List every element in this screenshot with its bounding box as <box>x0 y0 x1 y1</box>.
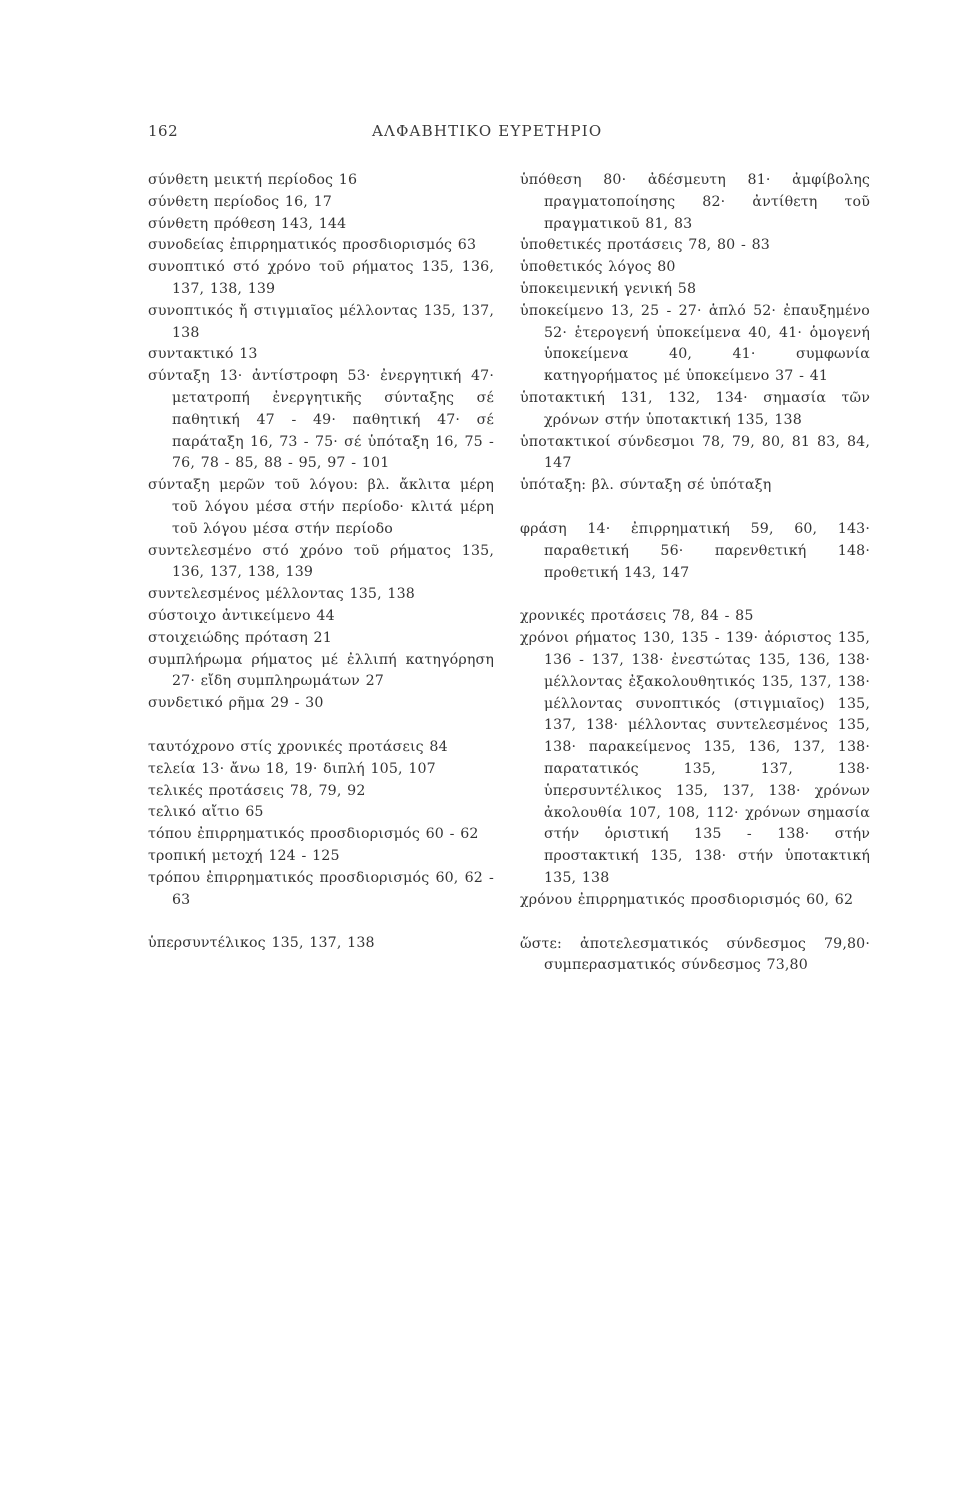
index-group-chi <box>520 606 870 911</box>
group-spacer <box>148 911 494 933</box>
index-entry: φράση 14· ἐπιρρηματική 59, 60, 143· παραθετική 56· παρενθετική 148· προθετική 143, 147 <box>520 520 870 581</box>
index-entry: σύνθετη περίοδος 16, 17 <box>148 193 332 210</box>
index-group-upsilon <box>148 933 494 955</box>
running-title: ΑΛΦΑΒΗΤΙΚΟ ΕΥΡΕΤΗΡΙΟ <box>372 122 603 140</box>
index-entry: ὥστε: ἀποτελεσματικός σύνδεσμος 79,80· συμπερασματικός σύνδεσμος 73,80 <box>520 935 870 974</box>
index-entry: τόπου ἐπιρρηματικός προσδιορισμός 60 - 62 <box>148 826 479 843</box>
index-entry: σύνθετη πρόθεση 143, 144 <box>148 215 347 232</box>
index-group-tau <box>148 737 494 911</box>
group-spacer <box>520 912 870 934</box>
index-group-phi <box>520 519 870 584</box>
index-group-omega <box>520 934 870 978</box>
index-entry: ὑποκείμενο 13, 25 - 27· ἁπλό 52· ἐπαυξημένο 52· ἑτερογενή ὑποκείμενα 40, 41· ὁμογενή ὑποκείμενα 40, 41· συμφωνία κατηγορήματος μέ ὑποκείμενο 37 - 41 <box>520 302 870 385</box>
index-entry: συντελεσμένο στό χρόνο τοῦ ρήματος 135, 136, 137, 138, 139 <box>148 542 494 581</box>
index-entry: συμπλήρωμα ρήματος μέ ἐλλιπή κατηγόρηση 27· εἴδη συμπληρωμάτων 27 <box>148 651 494 690</box>
index-entry: συνοπτικός ἤ στιγμιαῖος μέλλοντας 135, 137, 138 <box>148 302 494 341</box>
index-entry: ὑπερσυντέλικος 135, 137, 138 <box>148 935 375 952</box>
index-entry: τελικό αἴτιο 65 <box>148 804 264 821</box>
index-entry: σύνταξη 13· ἀντίστροφη 53· ἐνεργητική 47· μετατροπή ἐνεργητικῆς σύνταξης σέ παθητική 47 - 49· παθητική 47· σέ παράταξη 16, 73 - 75· σέ ὑπόταξη 16, 75 - 76, 78 - 85, 88 - 95, 97 - 101 <box>148 368 494 472</box>
index-entry: ταυτόχρονο στίς χρονικές προτάσεις 84 <box>148 738 448 755</box>
index-entry: τρόπου ἐπιρρηματικός προσδιορισμός 60, 62 - 63 <box>148 869 494 908</box>
index-entry: ὑποθετικός λόγος 80 <box>520 259 676 276</box>
index-entry: ὑποτακτικοί σύνδεσμοι 78, 79, 80, 81 83, 84, 147 <box>520 433 870 472</box>
index-entry: συνοπτικό στό χρόνο τοῦ ρήματος 135, 136, 137, 138, 139 <box>148 259 494 297</box>
index-entry: συνοδείας ἐπιρρηματικός προσδιορισμός 63 <box>148 237 477 254</box>
index-entry: σύστοιχο ἀντικείμενο 44 <box>148 607 335 624</box>
index-entry: σύνθετη μεικτή περίοδος 16 <box>148 172 358 188</box>
index-entry: χρονικές προτάσεις 78, 84 - 85 <box>520 608 754 625</box>
index-entry: συντακτικό 13 <box>148 346 258 363</box>
group-spacer <box>520 584 870 606</box>
index-entry: χρόνου ἐπιρρηματικός προσδιορισμός 60, 62 <box>520 891 854 908</box>
group-spacer <box>148 715 494 737</box>
index-group-upsilon-cont <box>520 170 870 497</box>
page-number: 162 <box>148 122 179 140</box>
group-spacer <box>520 497 870 519</box>
index-column-right <box>520 170 870 977</box>
index-entry: ὑποθετικές προτάσεις 78, 80 - 83 <box>520 237 770 254</box>
index-group-sigma <box>148 170 494 715</box>
index-column-left <box>148 170 494 955</box>
index-entry: συνδετικό ρῆμα 29 - 30 <box>148 695 324 712</box>
index-entry: τροπική μετοχή 124 - 125 <box>148 847 340 864</box>
index-entry: ὑπόθεση 80· ἀδέσμευτη 81· ἀμφίβολης πραγματοποίησης 82· ἀντίθετη τοῦ πραγματικοῦ 81, 83 <box>520 172 870 232</box>
index-entry: συντελεσμένος μέλλοντας 135, 138 <box>148 586 415 603</box>
index-entry: στοιχειώδης πρόταση 21 <box>148 629 332 646</box>
index-entry: ὑπόταξη: βλ. σύνταξη σέ ὑπόταξη <box>520 477 772 494</box>
index-entry: σύνταξη μερῶν τοῦ λόγου: βλ. ἄκλιτα μέρη τοῦ λόγου μέσα στήν περίοδο· κλιτά μέρη τοῦ λόγου μέσα στήν περίοδο <box>148 477 494 537</box>
index-entry: ὑποτακτική 131, 132, 134· σημασία τῶν χρόνων στήν ὑποτακτική 135, 138 <box>520 389 870 428</box>
index-entry: ὑποκειμενική γενική 58 <box>520 280 697 297</box>
index-entry: τελικές προτάσεις 78, 79, 92 <box>148 782 366 799</box>
page-header <box>0 122 964 146</box>
index-entry: τελεία 13· ἄνω 18, 19· διπλή 105, 107 <box>148 760 436 777</box>
index-entry: χρόνοι ρήματος 130, 135 - 139· ἀόριστος 135, 136 - 137, 138· ἐνεστώτας 135, 136, 138· μέλλοντας ἐξακολουθητικός 135, 137, 138· μέλλοντας συνοπτικός (στιγμιαῖος) 135, 137, 138· μέλλοντας συντελεσμένος 135, 138· παρακείμενος 135, 136, 137, 138· παρατατικός 135, 137, 138· ὑπερσυντέλικος 135, 137, 138· χρόνων ἀκολουθία 107, 108, 112· χρόνων σημασία στήν ὁριστική 135 - 138· στήν προστακτική 135, 138· στήν ὑποτακτική 135, 138 <box>520 630 870 886</box>
